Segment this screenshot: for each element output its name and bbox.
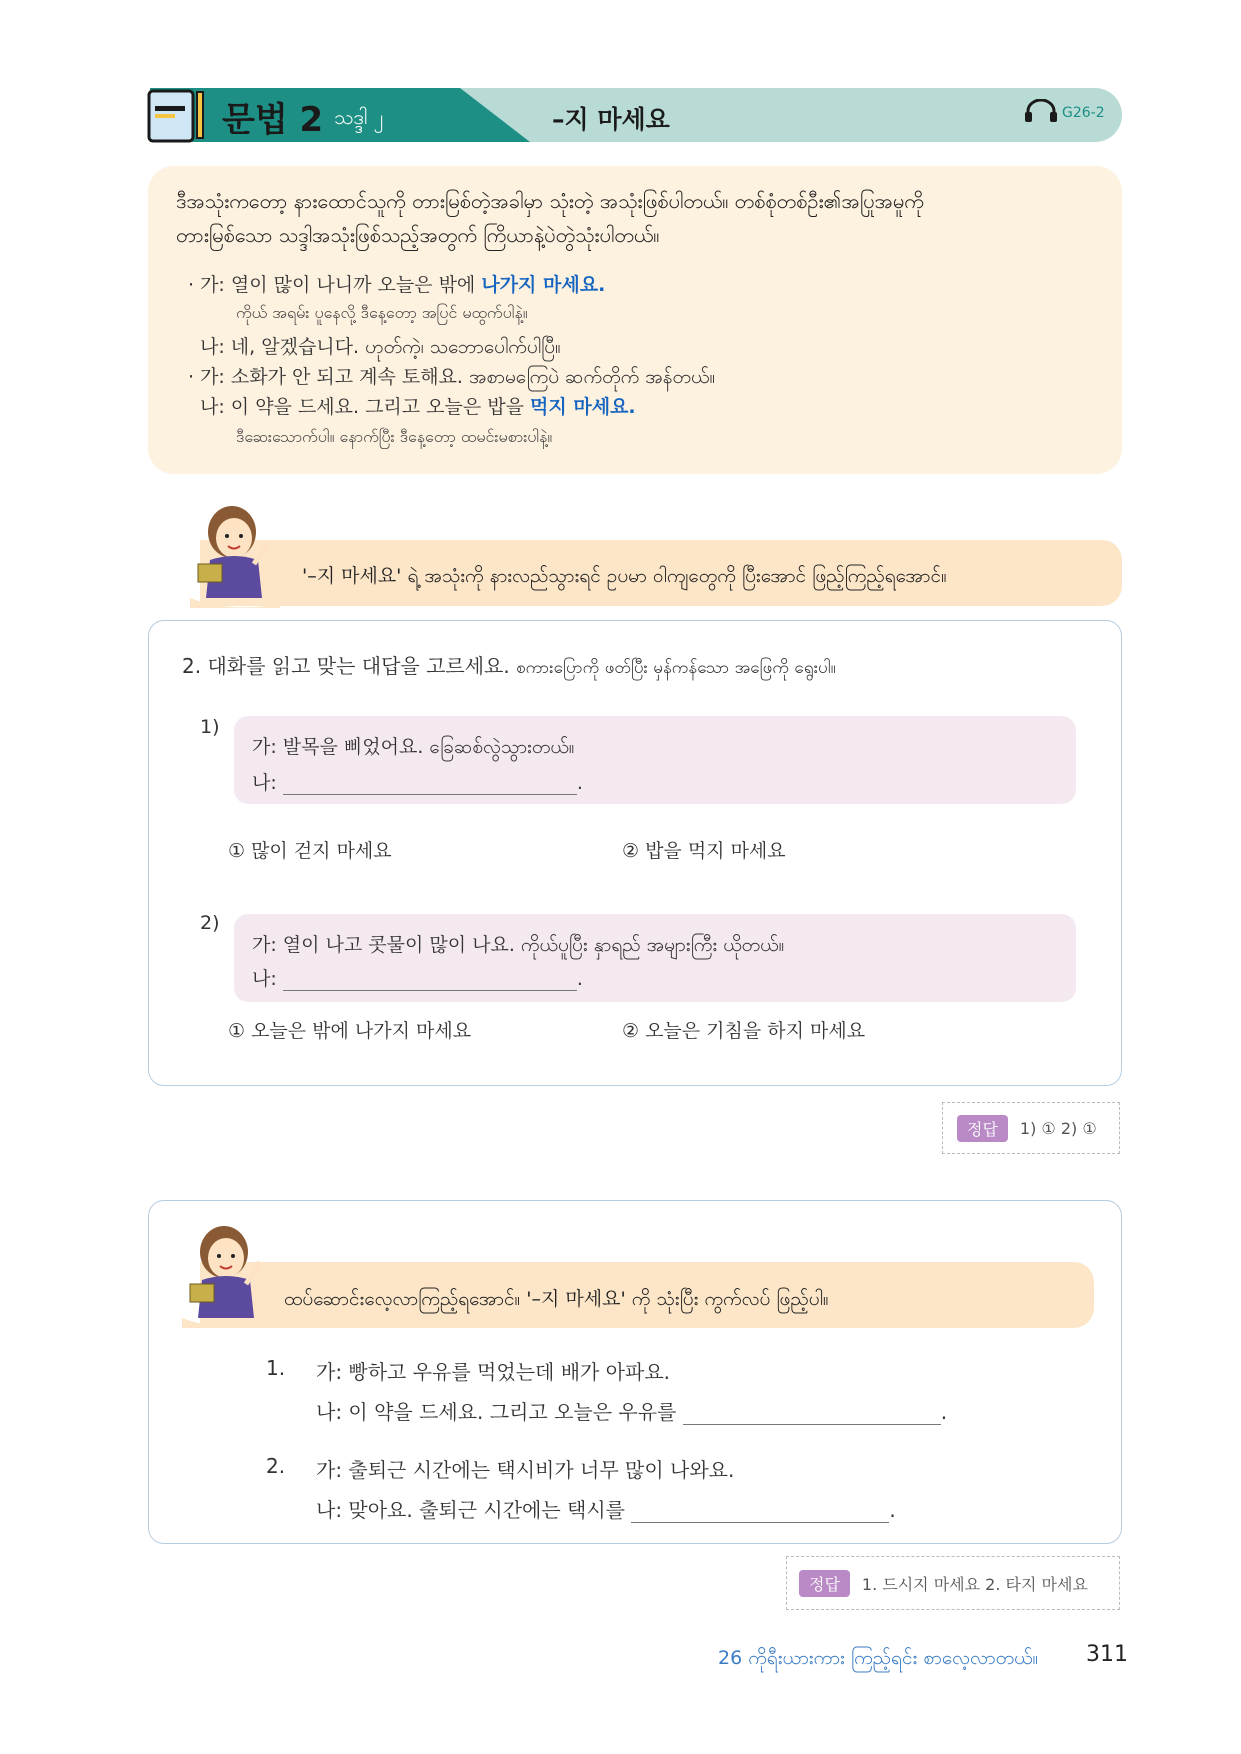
answer-key xyxy=(942,1102,1120,1154)
answer-badge: 정답 xyxy=(799,1570,850,1597)
grammar-title: 문법 2 xyxy=(222,100,324,140)
example-translation: ဒီဆေးသောက်ပါ။ နောက်ပြီး ဒီနေ့တော့ ထမင်းမစားပါနဲ့။ xyxy=(236,427,553,446)
practice-ga: 가: 출퇴근 시간에는 택시비가 너무 많이 나와요. xyxy=(316,1458,735,1482)
answer-blank[interactable] xyxy=(283,970,577,991)
notebook-icon xyxy=(146,86,206,144)
grammar-subtitle: သဒ္ဒါ ၂ xyxy=(334,105,384,129)
grammar-pattern: –지 마세요 xyxy=(552,105,670,134)
exercise-title: 2. 대화를 읽고 맞는 대답을 고르세요. စကားပြောကို ဖတ်ပြီး မှန်ကန်သော အဖြေကို ရွေးပါ။ xyxy=(182,654,836,678)
headphones-icon xyxy=(1024,99,1058,127)
audio-code: G26-2 xyxy=(1062,105,1105,121)
answer-badge: 정답 xyxy=(957,1115,1008,1142)
teacher-illustration xyxy=(190,498,280,608)
example-line: · 가: 소화가 안 되고 계속 토해요. အစာမကြေပဲ ဆက်တိုက် အန်တယ်။ xyxy=(188,366,716,388)
audio-track[interactable] xyxy=(1024,100,1105,126)
practice-number: 1. xyxy=(266,1356,286,1380)
option-1[interactable]: ① 오늘은 밖에 나가지 마세요 xyxy=(228,1020,472,1042)
tip-text: ထပ်ဆောင်းလေ့လာကြည့်ရအောင်။ '–지 마세요' ကို သုံးပြီး ကွက်လပ် ဖြည့်ပါ။ xyxy=(284,1288,829,1310)
explanation-line-1: ဒီအသုံးကတော့ နားထောင်သူကို တားမြစ်တဲ့အခါမှာ သုံးတဲ့ အသုံးဖြစ်ပါတယ်။ တစ်စုံတစ်ဦး၏အပြုအမူကို xyxy=(176,189,924,213)
footer-chapter-title: 26 ကိုရီးယားကား ကြည့်ရင်း စာလေ့လာတယ်။ xyxy=(718,1647,1039,1669)
example-translation: ကိုယ် အရမ်း ပူနေလို့ ဒီနေ့တော့ အပြင် မထွက်ပါနဲ့။ xyxy=(236,303,528,322)
option-2[interactable]: ② 밥을 먹지 마세요 xyxy=(622,840,786,862)
answer-blank[interactable] xyxy=(683,1402,941,1425)
option-2[interactable]: ② 오늘은 기침을 하지 마세요 xyxy=(622,1020,866,1042)
answer-blank[interactable] xyxy=(283,774,577,795)
option-1[interactable]: ① 많이 걷지 마세요 xyxy=(228,840,392,862)
practice-number: 2. xyxy=(266,1454,286,1478)
answer-key xyxy=(786,1556,1120,1610)
answer-text: 1. 드시지 마세요 2. 타지 마세요 xyxy=(861,1574,1088,1594)
dialogue-ga: 가: 발목을 삐었어요. ခြေဆစ်လွဲသွားတယ်။ xyxy=(252,736,575,758)
example-line: 나: 이 약을 드세요. 그리고 오늘은 밥을 먹지 마세요. xyxy=(200,396,636,418)
practice-na: 나: 맞아요. 출퇴근 시간에는 택시를 . xyxy=(316,1498,896,1522)
example-line: · 가: 열이 많이 나니까 오늘은 밖에 나가지 마세요. xyxy=(188,274,606,296)
answer-text: 1) ① 2) ① xyxy=(1019,1118,1097,1138)
dialogue-na: 나: . xyxy=(252,968,583,990)
practice-na: 나: 이 약을 드세요. 그리고 오늘은 우유를 . xyxy=(316,1400,948,1424)
example-line: 나: 네, 알겠습니다. ဟုတ်ကဲ့၊ သဘောပေါက်ပါပြီ။ xyxy=(200,336,561,358)
answer-blank[interactable] xyxy=(631,1500,889,1523)
explanation-line-2: တားမြစ်သော သဒ္ဒါအသုံးဖြစ်သည့်အတွက် ကြိယာနဲ့ပဲတွဲသုံးပါတယ်။ xyxy=(176,223,660,247)
practice-ga: 가: 빵하고 우유를 먹었는데 배가 아파요. xyxy=(316,1360,671,1384)
teacher-illustration xyxy=(182,1218,272,1328)
tip-text: '–지 마세요' ရဲ့ အသုံးကို နားလည်သွားရင် ဥပမာ ဝါကျတွေကို ပြီးအောင် ဖြည့်ကြည့်ရအောင်။ xyxy=(302,565,947,587)
dialogue-ga: 가: 열이 나고 콧물이 많이 나요. ကိုယ်ပူပြီး နှာရည် အများကြီး ယိုတယ်။ xyxy=(252,934,785,956)
dialogue-na: 나: . xyxy=(252,772,583,794)
question-number: 2) xyxy=(200,912,220,934)
question-number: 1) xyxy=(200,716,220,738)
page-number: 311 xyxy=(1086,1642,1128,1667)
